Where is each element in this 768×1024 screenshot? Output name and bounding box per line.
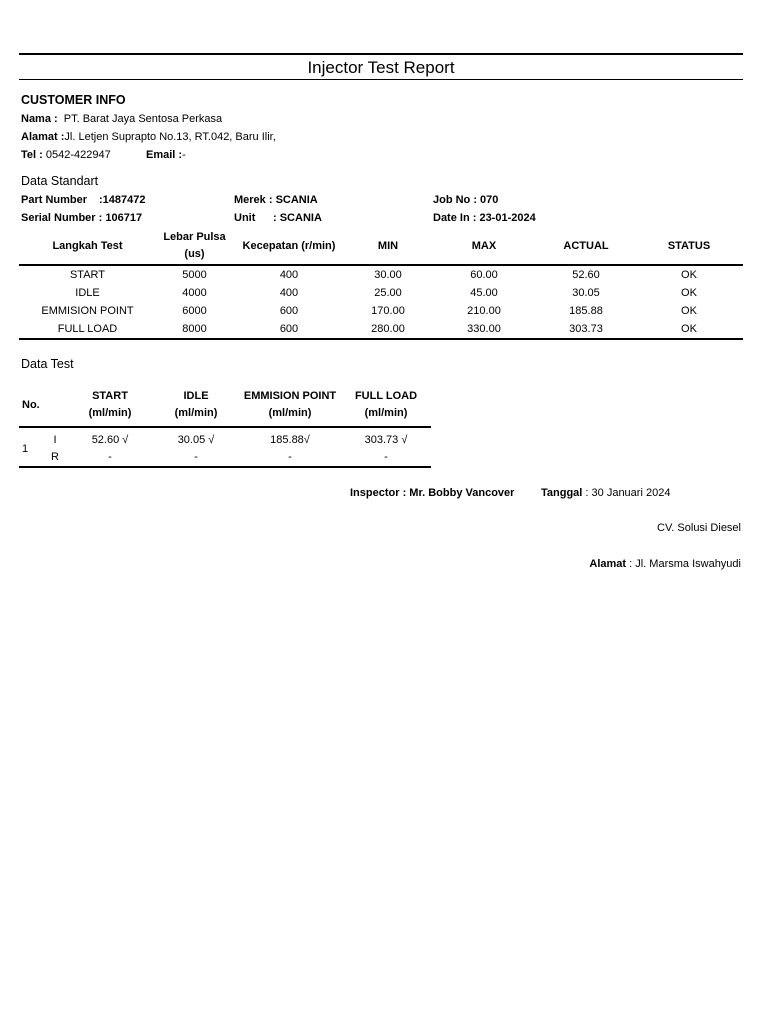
cell-full-load: -: [384, 451, 388, 463]
cell-langkah: START: [69, 269, 106, 281]
cell-max: 45.00: [470, 287, 498, 299]
standard-table: [19, 228, 743, 340]
col-idle-label: IDLE: [183, 390, 209, 402]
col-row-label: [43, 384, 67, 427]
email-value: -: [182, 149, 186, 161]
nama-value: PT. Barat Jaya Sentosa Perkasa: [63, 113, 223, 125]
unit-label: Unit: [234, 212, 256, 224]
table-row: [19, 320, 743, 339]
serial-number: Serial Number : 106717: [21, 212, 143, 224]
table-row: [19, 302, 743, 320]
col-lebar-pulsa-line2: (us): [184, 248, 205, 260]
col-lebar-pulsa-line1: Lebar Pulsa: [163, 231, 226, 243]
cell-kecepatan: 600: [279, 323, 299, 335]
company-name: CV. Solusi Diesel: [657, 522, 741, 534]
col-no: No.: [22, 398, 40, 411]
cell-kecepatan: 400: [279, 269, 299, 281]
cell-max: 330.00: [467, 323, 501, 335]
cell-idle: 30.05 √: [177, 434, 215, 446]
col-emmision-unit: (ml/min): [268, 407, 312, 419]
cell-start: 52.60 √: [91, 434, 129, 446]
company-alamat-label: Alamat: [589, 558, 627, 570]
col-start: [67, 384, 153, 427]
tel-value: 0542-422947: [45, 149, 111, 161]
tanggal-line: [541, 487, 670, 499]
cell-kecepatan: 600: [279, 305, 299, 317]
cell-max: 210.00: [467, 305, 501, 317]
cell-langkah: IDLE: [75, 287, 100, 299]
col-full-load-label: FULL LOAD: [354, 390, 418, 402]
customer-email-line: [146, 149, 186, 161]
alamat-value: Jl. Letjen Suprapto No.13, RT.042, Baru Ilir,: [64, 131, 276, 143]
data-standart-heading: Data Standart: [21, 174, 99, 188]
cell-no: 1: [22, 442, 29, 455]
company-alamat-value: : Jl. Marsma Iswahyudi: [629, 558, 741, 570]
col-kecepatan: Kecepatan (r/min): [242, 239, 336, 252]
cell-lebar: 8000: [182, 323, 207, 335]
cell-status: OK: [681, 269, 697, 281]
cell-start: -: [108, 451, 112, 463]
cell-langkah: FULL LOAD: [57, 323, 118, 335]
cell-status: OK: [681, 323, 697, 335]
col-status: STATUS: [667, 239, 711, 252]
cell-min: 30.00: [374, 269, 402, 281]
customer-alamat-line: [21, 131, 276, 143]
col-start-unit: (ml/min): [88, 407, 132, 419]
cell-idle: -: [194, 451, 198, 463]
col-emmision: [239, 384, 341, 427]
test-table: [19, 384, 431, 468]
customer-tel-line: [21, 149, 111, 161]
cell-actual: 52.60: [572, 269, 600, 281]
cell-langkah: EMMISION POINT: [41, 305, 134, 317]
col-lebar-pulsa: [156, 228, 233, 265]
standard-table-header: [19, 228, 743, 265]
cell-min: 25.00: [374, 287, 402, 299]
table-row: [19, 449, 431, 467]
table-row: [19, 427, 431, 449]
cell-row-label: R: [51, 451, 59, 463]
col-idle: [153, 384, 239, 427]
cell-max: 60.00: [470, 269, 498, 281]
cell-min: 280.00: [371, 323, 405, 335]
cell-min: 170.00: [371, 305, 405, 317]
test-table-header: [19, 384, 431, 427]
cell-status: OK: [681, 287, 697, 299]
date-in: Date In : 23-01-2024: [433, 212, 536, 224]
unit-value: : SCANIA: [273, 212, 322, 224]
col-max: MAX: [471, 239, 497, 252]
inspector: Inspector : Mr. Bobby Vancover: [350, 487, 515, 499]
col-idle-unit: (ml/min): [174, 407, 218, 419]
cell-kecepatan: 400: [279, 287, 299, 299]
table-row: [19, 265, 743, 284]
job-no: Job No : 070: [433, 194, 499, 206]
col-start-label: START: [92, 390, 128, 402]
company-alamat-line: [589, 558, 741, 570]
email-label: Email :: [146, 149, 183, 161]
tanggal-value: : 30 Januari 2024: [585, 487, 671, 499]
table-row: [19, 284, 743, 302]
data-test-heading: Data Test: [21, 357, 74, 371]
tanggal-label: Tanggal: [541, 487, 583, 499]
col-actual: ACTUAL: [563, 239, 609, 252]
cell-emmision: 185.88√: [270, 434, 310, 446]
cell-lebar: 4000: [182, 287, 207, 299]
part-number-label: Part Number: [21, 194, 88, 206]
customer-info-heading: CUSTOMER INFO: [21, 93, 126, 107]
merek: Merek : SCANIA: [234, 194, 318, 206]
cell-lebar: 5000: [182, 269, 207, 281]
col-min: MIN: [377, 239, 399, 252]
tel-label: Tel :: [21, 149, 43, 161]
col-emmision-label: EMMISION POINT: [243, 390, 337, 402]
cell-status: OK: [681, 305, 697, 317]
cell-actual: 185.88: [569, 305, 603, 317]
cell-full-load: 303.73 √: [364, 434, 408, 446]
report-title: Injector Test Report: [19, 53, 743, 80]
cell-row-label: I: [53, 434, 57, 446]
col-full-load: [341, 384, 431, 427]
nama-label: Nama :: [21, 113, 58, 125]
customer-nama-line: [21, 113, 222, 125]
cell-emmision: -: [288, 451, 292, 463]
cell-actual: 30.05: [572, 287, 600, 299]
alamat-label: Alamat :: [21, 131, 65, 143]
cell-lebar: 6000: [182, 305, 207, 317]
part-number-value: :1487472: [99, 194, 146, 206]
cell-actual: 303.73: [569, 323, 603, 335]
col-langkah-test: Langkah Test: [52, 239, 123, 252]
col-full-load-unit: (ml/min): [364, 407, 408, 419]
